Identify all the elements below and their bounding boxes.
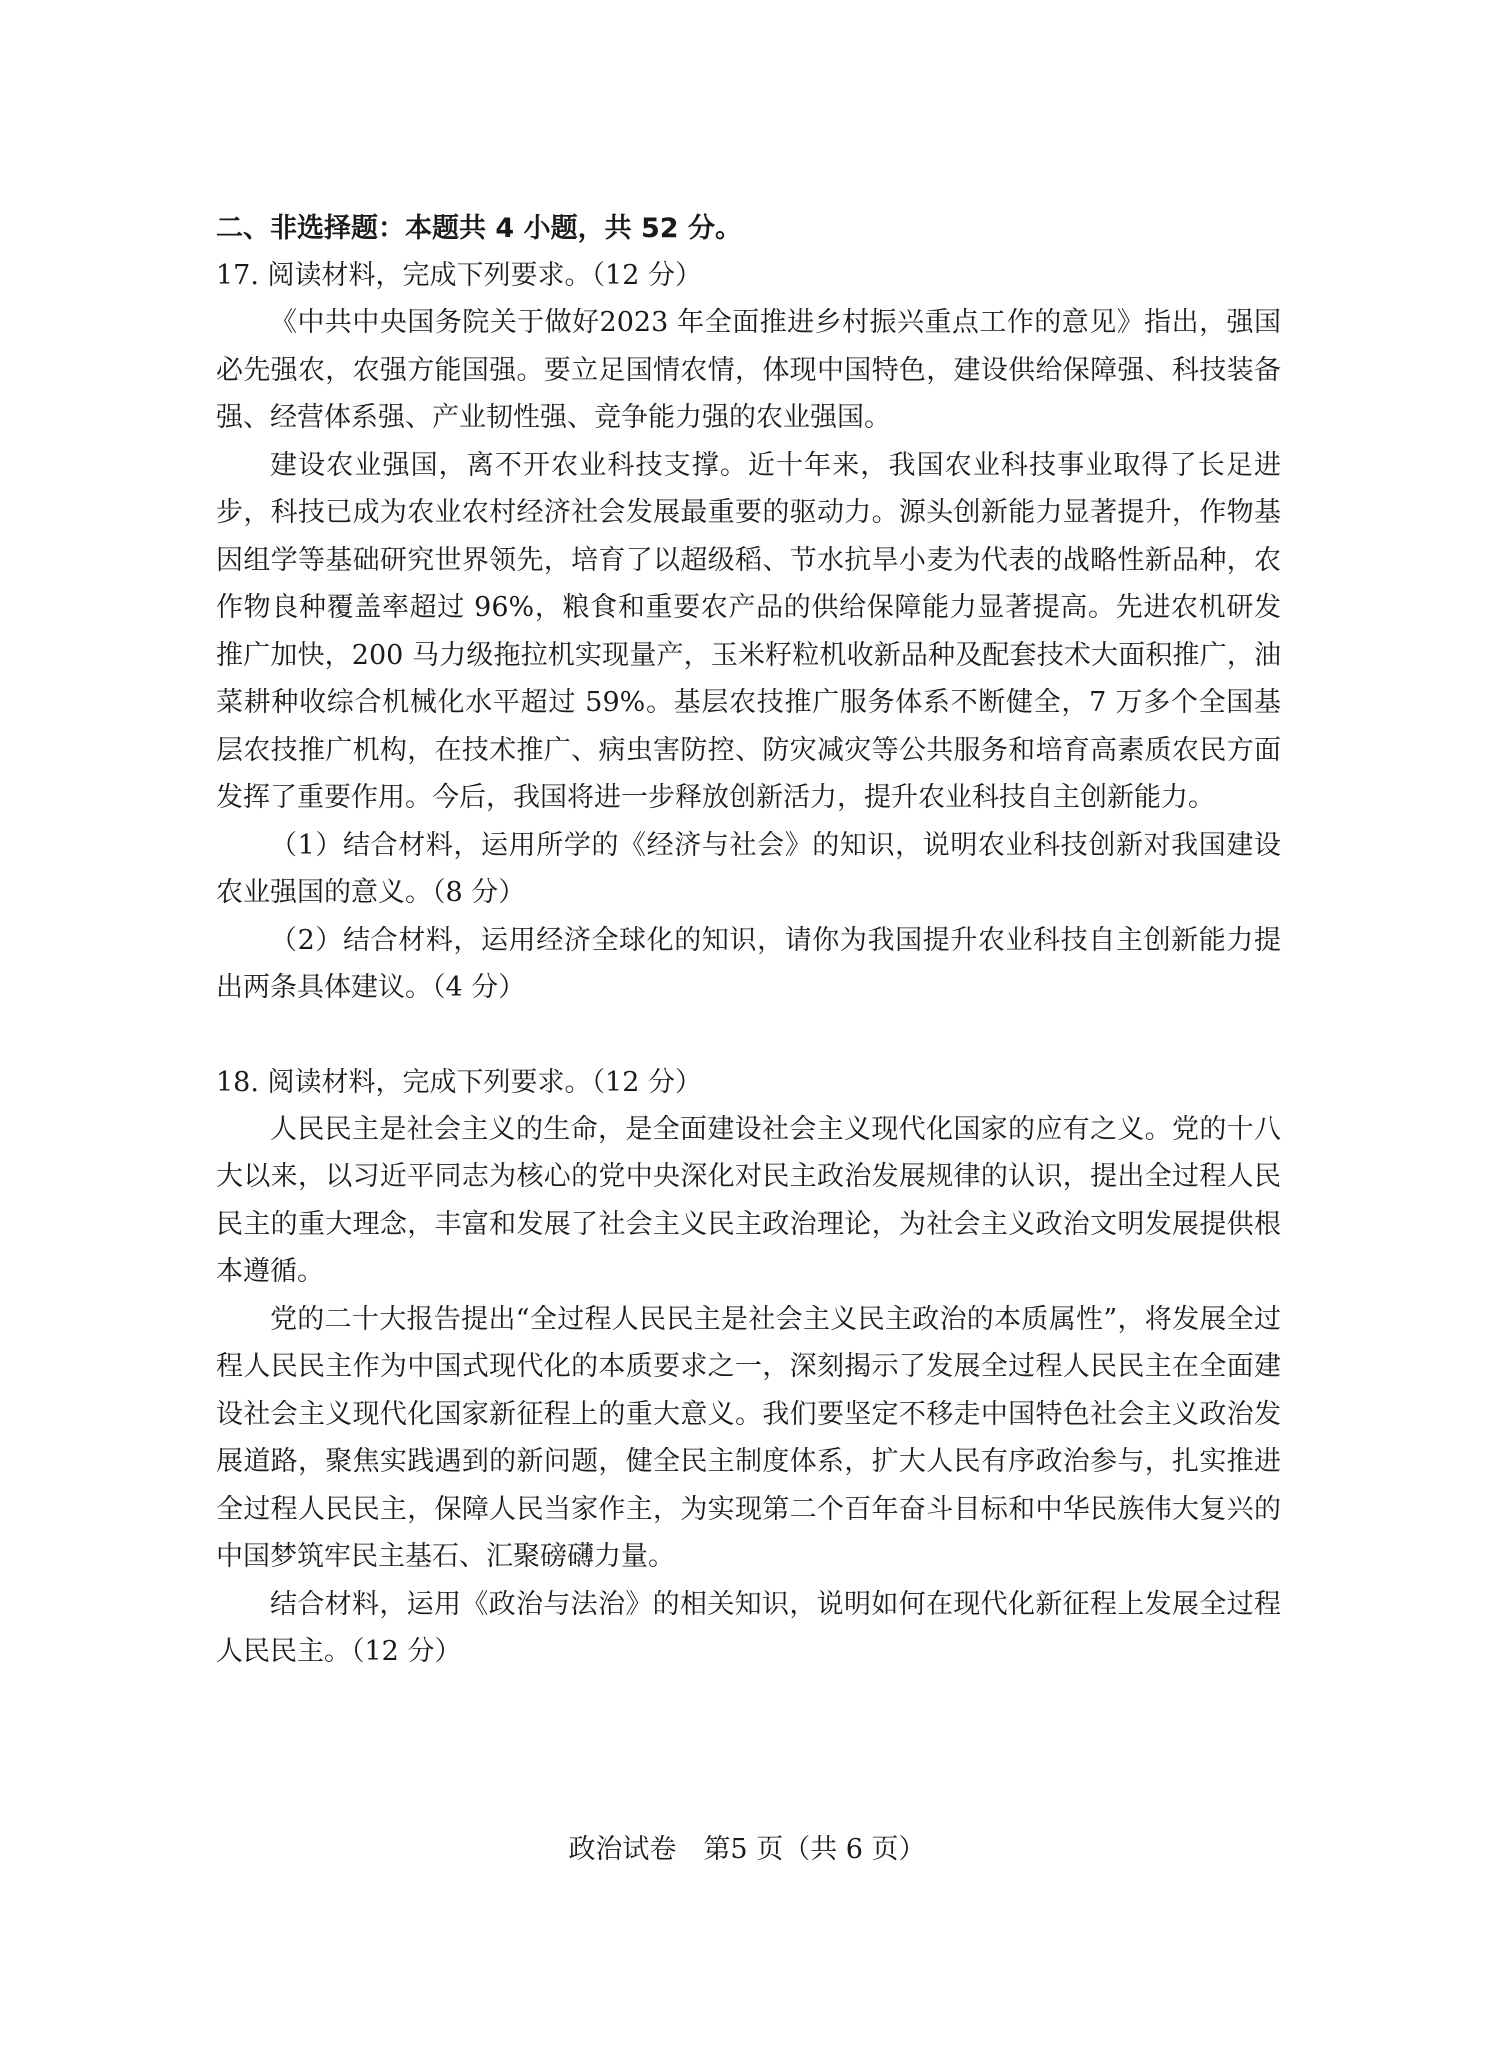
question-17-material-2: 建设农业强国，离不开农业科技支撑。近十年来，我国农业科技事业取得了长足进步，科技已成为农业农村经济社会发展最重要的驱动力。源头创新能力显著提升，作物基因组学等基础研究世界领先，培育了以超级稻、节水抗旱小麦为代表的战略性新品种，农作物良种覆盖率超过 96%，粮食和重要农产品的供给保障能力显著提高。先进农机研发推广加快，200 马力级拖拉机实现量产，玉米籽粒机收新品种及配套技术大面积推广，油菜耕种收综合机械化水平超过 59%。基层农技推广服务体系不断健全，7 万多个全国基层农技推广机构，在技术推广、病虫害防控、防灾减灾等公共服务和培育高素质农民方面发挥了重要作用。今后，我国将进一步释放创新活力，提升农业科技自主创新能力。	[216, 449, 1281, 813]
page-content	[216, 205, 1281, 1676]
page-footer: 政治试卷 第5 页（共 6 页）	[568, 1834, 926, 1865]
section-header: 二、非选择题：本题共 4 小题，共 52 分。	[216, 213, 742, 244]
question-18	[216, 1059, 1281, 1676]
question-17-subquestion-1: （1）结合材料，运用所学的《经济与社会》的知识，说明农业科技创新对我国建设农业强国的意义。（8 分）	[216, 829, 1281, 908]
question-18-material-2: 党的二十大报告提出“全过程人民民主是社会主义民主政治的本质属性”，将发展全过程人民民主作为中国式现代化的本质要求之一，深刻揭示了发展全过程人民民主在全面建设社会主义现代化国家新征程上的重大意义。我们要坚定不移走中国特色社会主义政治发展道路，聚焦实践遇到的新问题，健全民主制度体系，扩大人民有序政治参与，扎实推进全过程人民民主，保障人民当家作主，为实现第二个百年奋斗目标和中华民族伟大复兴的中国梦筑牢民主基石、汇聚磅礴力量。	[216, 1303, 1281, 1572]
question-17	[216, 252, 1281, 1012]
question-18-prompt: 结合材料，运用《政治与法治》的相关知识，说明如何在现代化新征程上发展全过程人民民主。（12 分）	[216, 1588, 1281, 1667]
question-gap	[216, 1012, 1281, 1059]
question-18-title: 18. 阅读材料，完成下列要求。（12 分）	[216, 1066, 702, 1098]
question-17-material-1: 《中共中央国务院关于做好2023 年全面推进乡村振兴重点工作的意见》指出，强国必先强农，农强方能国强。要立足国情农情，体现中国特色，建设供给保障强、科技装备强、经营体系强、产业韧性强、竞争能力强的农业强国。	[216, 307, 1281, 433]
question-17-title: 17. 阅读材料，完成下列要求。（12 分）	[216, 260, 702, 291]
question-18-material-1: 人民民主是社会主义的生命，是全面建设社会主义现代化国家的应有之义。党的十八大以来，以习近平同志为核心的党中央深化对民主政治发展规律的认识，提出全过程人民民主的重大理念，丰富和发展了社会主义民主政治理论，为社会主义政治文明发展提供根本遵循。	[216, 1113, 1281, 1287]
question-17-subquestion-2: （2）结合材料，运用经济全球化的知识，请你为我国提升农业科技自主创新能力提出两条具体建议。（4 分）	[216, 924, 1281, 1003]
